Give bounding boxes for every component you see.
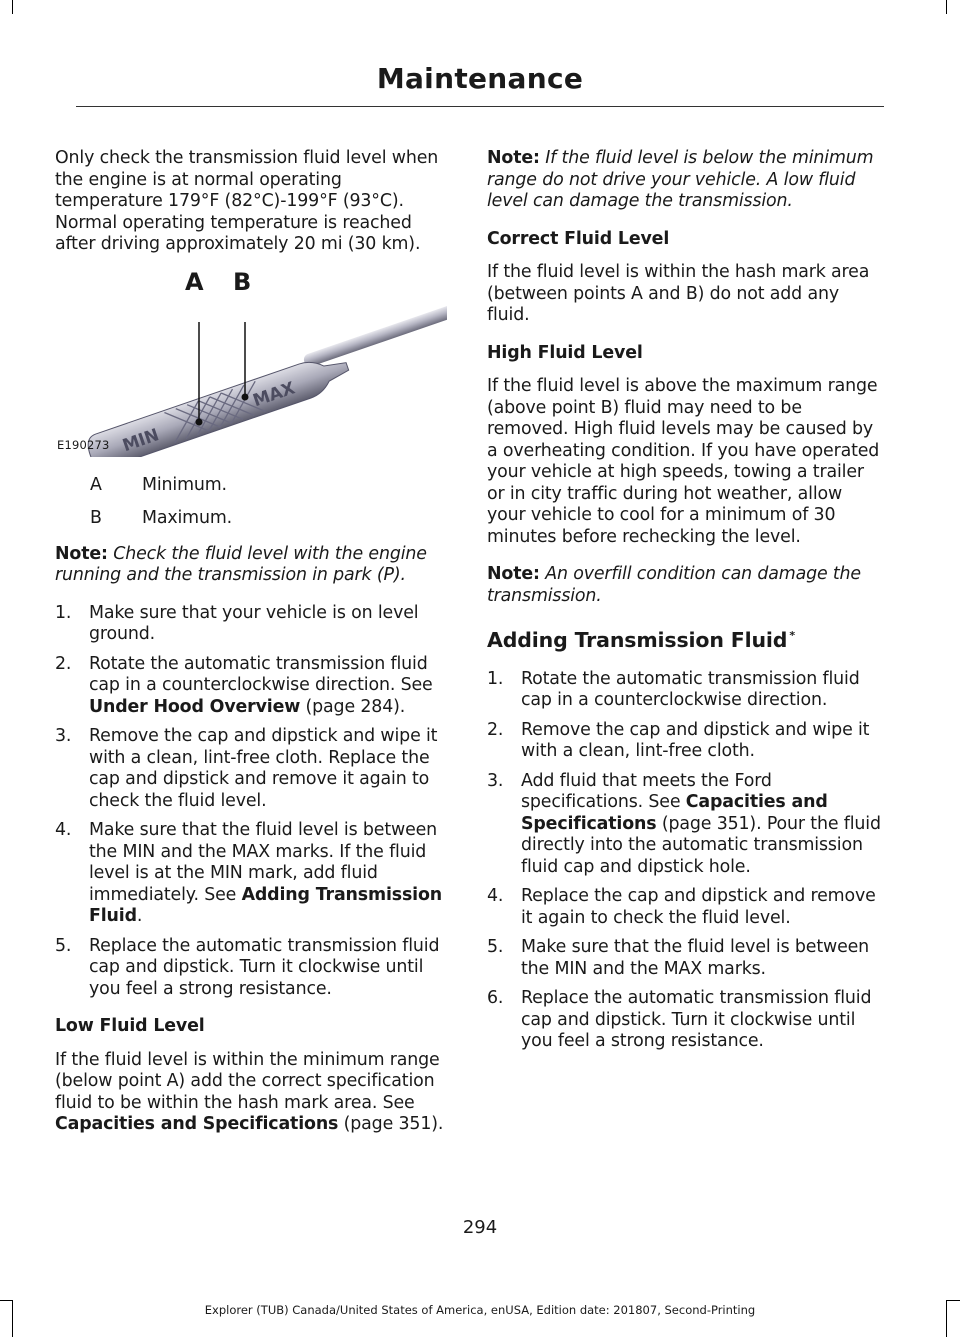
callout-dot-b <box>242 393 249 400</box>
right-column <box>487 148 881 1069</box>
dipstick-rod <box>302 303 447 367</box>
list-item: 1. Rotate the automatic transmission fluid cap in a counterclockwise direction. <box>487 668 860 711</box>
header-divider <box>76 106 884 107</box>
dipstick-figure <box>55 267 447 457</box>
list-item: 3. Remove the cap and dipstick and wipe it with a clean, lint-free cloth. Replace the cap and dipstick and remove it again to check the fluid level. <box>55 726 438 811</box>
note-overfill: Note: An overfill condition can damage the transmission. <box>487 564 861 606</box>
low-fluid-paragraph: If the fluid level is within the minimum range (below point A) add the correct specification fluid to be within the hash mark area. See Capacities and Specifications (page 351). <box>55 1049 444 1134</box>
figure-legend <box>55 475 447 530</box>
legend-value: Minimum. <box>142 474 227 495</box>
legend-key: B <box>90 508 102 528</box>
link-capacities-specifications[interactable]: Capacities and Specifications <box>55 1114 339 1134</box>
adding-fluid-heading: Adding Transmission Fluid * <box>487 627 795 652</box>
check-steps-list <box>55 603 447 1001</box>
crop-mark-bottom-right-h <box>946 1300 960 1301</box>
crop-mark-bottom-left-h <box>0 1300 13 1301</box>
figure-code: E190273 <box>57 438 110 452</box>
legend-key: A <box>90 474 102 495</box>
list-item: 6. Replace the automatic transmission fluid cap and dipstick. Turn it clockwise until you feel a strong resistance. <box>487 988 872 1052</box>
left-column <box>55 148 447 1152</box>
callout-label-b: B <box>233 267 252 296</box>
list-item: 5. Replace the automatic transmission fluid cap and dipstick. Turn it clockwise until you feel a strong resistance. <box>55 935 440 999</box>
page-title: Maintenance <box>376 62 584 95</box>
list-item: 5. Make sure that the fluid level is between the MIN and the MAX marks. <box>487 937 870 979</box>
high-fluid-paragraph: If the fluid level is above the maximum range (above point B) fluid may need to be removed. High fluid levels may be caused by a overheating condition. If you have operated your vehicle at high speeds, towing a trailer or in city traffic during hot weather, allow your vehicle to cool for a minimum of 30 minutes before rechecking the level. <box>487 376 880 547</box>
intro-paragraph: Only check the transmission fluid level when the engine is at normal operating temperature 179°F (82°C)-199°F (93°C). Normal operating temperature is reached after driving approximately 20 mi (30 km). <box>55 148 439 254</box>
list-item: 3. Add fluid that meets the Ford specifications. See Capacities and Specifications (page 351). Pour the fluid directly into the automatic transmission fluid cap and dipstick hole. <box>487 770 881 877</box>
correct-fluid-paragraph: If the fluid level is within the hash mark area (between points A and B) do not add any fluid. <box>487 262 870 325</box>
link-capacities-specifications[interactable]: Capacities and Specifications <box>521 792 828 834</box>
list-item: 4. Make sure that the fluid level is between the MIN and the MAX marks. If the fluid level is at the MIN mark, add fluid immediately. See Adding Transmission Fluid. <box>55 820 442 926</box>
page-number: 294 <box>462 1217 498 1238</box>
legend-value: Maximum. <box>142 508 233 528</box>
adding-steps-list <box>487 669 881 1053</box>
min-marking: MIN <box>120 424 162 456</box>
note-low-level-warning: Note: If the fluid level is below the minimum range do not drive your vehicle. A low fluid level can damage the transmission. <box>487 148 874 211</box>
list-item: 1. Make sure that your vehicle is on level ground. <box>55 602 419 644</box>
link-under-hood-overview[interactable]: Under Hood Overview <box>89 696 301 717</box>
crop-mark-top-left <box>12 0 13 14</box>
dipstick-illustration <box>55 267 447 457</box>
link-adding-transmission-fluid[interactable]: Adding Transmission Fluid <box>89 884 442 926</box>
list-item: 2. Rotate the automatic transmission fluid cap in a counterclockwise direction. See Under Hood Overview (page 284). <box>55 653 433 717</box>
list-item: 4. Replace the cap and dipstick and remove it again to check the fluid level. <box>487 886 876 928</box>
footer-edition: Explorer (TUB) Canada/United States of America, enUSA, Edition date: 201807, Second-Printing <box>204 1303 756 1317</box>
list-item: 2. Remove the cap and dipstick and wipe it with a clean, lint-free cloth. <box>487 719 870 762</box>
callout-dot-a <box>196 418 203 425</box>
correct-fluid-heading: Correct Fluid Level <box>487 228 670 249</box>
legend-row <box>55 508 447 530</box>
note-check-level: Note: Check the fluid level with the engine running and the transmission in park (P). <box>55 543 427 585</box>
low-fluid-heading: Low Fluid Level <box>55 1016 205 1036</box>
max-marking: MAX <box>250 377 298 411</box>
crop-mark-top-right <box>946 0 947 14</box>
legend-row <box>55 475 447 497</box>
callout-label-a: A <box>185 267 204 296</box>
high-fluid-heading: High Fluid Level <box>487 342 643 363</box>
